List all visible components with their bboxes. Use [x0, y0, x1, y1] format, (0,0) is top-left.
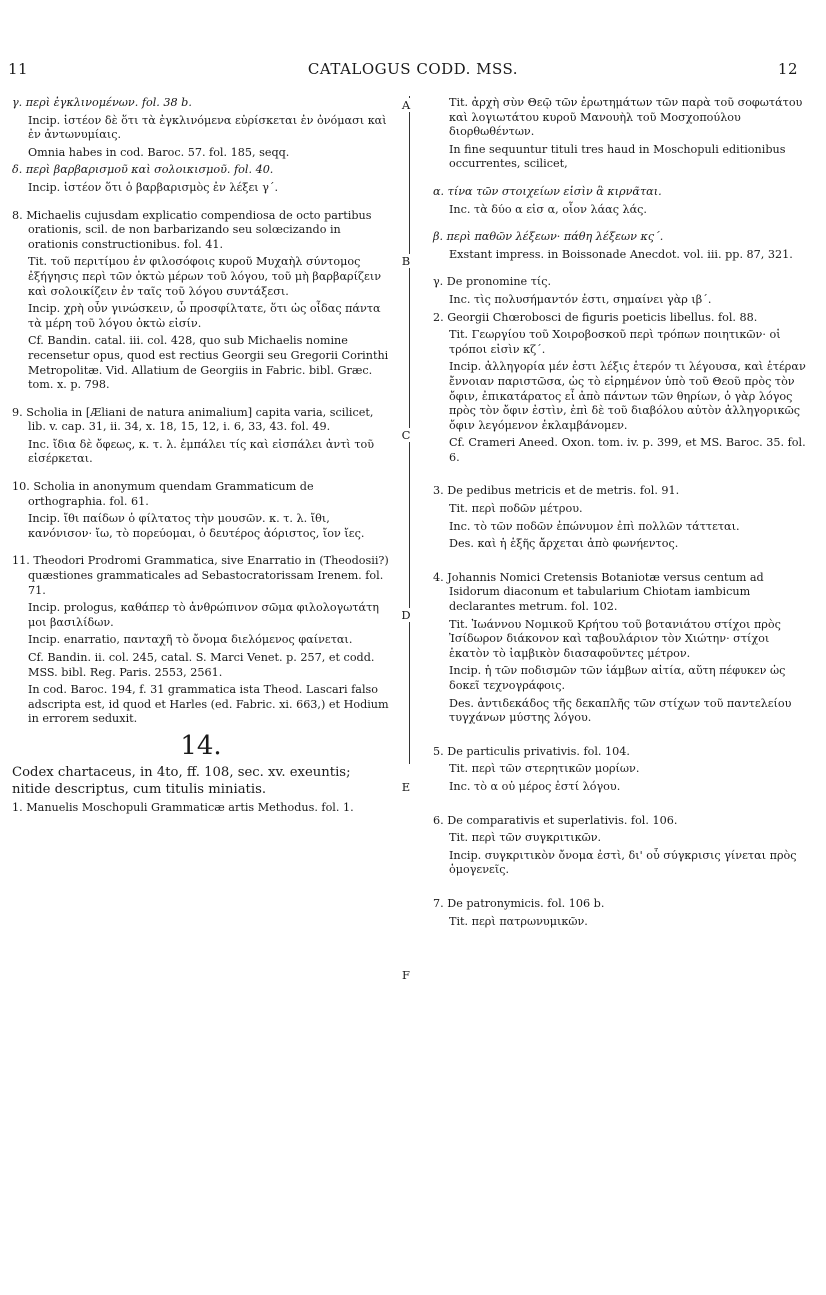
entry-line: Inc. τὶς πολυσήμαντόν ἐστι, σημαίνει γὰρ ιβ΄.	[449, 292, 712, 306]
right-column	[433, 96, 811, 932]
entry-heading: 3. De pedibus metricis et de metris. fol. 91.	[433, 484, 680, 498]
entry-line: Incip. enarratio, πανταχῆ τὸ ὄνομα διελόμενος φαίνεται.	[28, 633, 353, 647]
entry-line: Incip. ἴθι παίδων ὁ φίλτατος τὴν μουσῶν. κ. τ. λ. ἴθι, κανόνισον· ἴω, τὸ πορεύομαι, ὁ δευτέρος ἀόριστος, ἴον ἴες.	[28, 512, 365, 540]
entry-line: Des. ἀντιδεκάδος τῆς δεκαπλῆς τῶν στίχων τοῦ παντελείου τυγχάνων μύστης λόγου.	[449, 696, 792, 725]
entry-line: In fine sequuntur tituli tres haud in Moschopuli editionibus occurrentes, scilicet,	[449, 142, 786, 171]
entry-line: Inc. τὸ τῶν ποδῶν ἐπώνυμον ἐπὶ πολλῶν τάττεται.	[449, 519, 740, 533]
running-title: CATALOGUS CODD. MSS.	[307, 60, 519, 78]
entry-line: Tit. τοῦ περιτίμου ἐν φιλοσόφοις κυροῦ Μυχαὴλ σύντομος ἐξήγησις περὶ τῶν ὀκτὼ μέρων τοῦ λόγου, τοῦ μὴ βαρβαρίζειν καὶ σολοικίζειν ἐν ταῖς τοῦ λόγου συντάξεσι.	[28, 255, 382, 298]
entry-line: Tit. περὶ τῶν συγκριτικῶν.	[449, 831, 602, 845]
margin-marker-f: F	[399, 968, 413, 982]
entry-line: Tit. ἀρχὴ σὺν Θεῷ τῶν ἐρωτημάτων τῶν παρὰ τοῦ σοφωτάτου καὶ λογιωτάτου κυροῦ Μανουὴλ τοῦ Μοσχοπούλου διορθωθέντων.	[449, 96, 803, 139]
margin-marker-a: A	[399, 98, 413, 112]
entry-line: Incip. συγκριτικὸν ὄνομα ἐστὶ, δι' οὗ σύγκρισις γίνεται πρὸς ὁμογενεῖς.	[449, 848, 797, 877]
page-number-left: 11	[8, 60, 29, 78]
entry-heading: 9. Scholia in [Æliani de natura animalium] capita varia, scilicet, lib. v. cap. 31, ii. 34, x. 18, 15, 12, i. 6, 33, 43. fol. 49.	[12, 405, 374, 434]
entry-line: Inc. ἴδια δὲ ὄφεως, κ. τ. λ. ἐμπάλει τίς καὶ εἰσπάλει ἀντὶ τοῦ εἰσέρκεται.	[28, 437, 375, 466]
entry-line: Incip. ἰστέον δὲ ὅτι τὰ ἐγκλινόμενα εὑρίσκεται ἐν ὀνόμασι καὶ ἐν ἀντωνυμίαις.	[28, 113, 387, 142]
codex-description: Codex chartaceus, in 4to, ff. 108, sec. xv. exeuntis; nitide descriptus, cum titulis miniatis.	[12, 764, 351, 797]
entry-line: δ. περὶ βαρβαρισμοῦ καὶ σολοικισμοῦ. fol. 40.	[12, 163, 274, 177]
entry-line: Cf. Crameri Aneed. Oxon. tom. iv. p. 399, et MS. Baroc. 35. fol. 6.	[449, 436, 806, 464]
entry-line: Tit. περὶ ποδῶν μέτρου.	[449, 502, 583, 516]
entry-line: Omnia habes in cod. Baroc. 57. fol. 185, seqq.	[28, 145, 290, 159]
margin-marker-d: D	[399, 608, 413, 622]
entry-line: In cod. Baroc. 194, f. 31 grammatica ista Theod. Lascari falso adscripta est, id quod et Harles (ed. Fabric. xi. 663,) et Hodium in errorem seduxit.	[28, 683, 389, 726]
entry-line: Cf. Bandin. ii. col. 245, catal. S. Marci Venet. p. 257, et codd. MSS. bibl. Reg. Paris. 2553, 2561.	[28, 651, 375, 679]
entry-heading: 4. Johannis Nomici Cretensis Botaniotæ versus centum ad Isidorum diaconum et tabularium Chiotam iambicum declarantes metrum. fol. 102.	[433, 570, 764, 614]
entry-line: Tit. Ἰωάννου Νομικοῦ Κρήτου τοῦ βοτανιάτου στίχοι πρὸς Ἰσίδωρον διάκονον καὶ ταβουλάριον τὸν Χιώτην· στίχοι ἑκατὸν τὸ ἰαμβικὸν διασαφοῦντες μέτρον.	[449, 617, 781, 660]
left-column	[12, 96, 390, 818]
entry-heading: 7. De patronymicis. fol. 106 b.	[433, 896, 605, 910]
entry-line: Inc. τὸ α οὐ μέρος ἐστί λόγου.	[449, 779, 621, 793]
codex-number: 14.	[180, 730, 222, 761]
entry-heading: 2. Georgii Chœrobosci de figuris poeticis libellus. fol. 88.	[433, 310, 758, 324]
entry-line: Cf. Bandin. catal. iii. col. 428, quo sub Michaelis nomine recensetur opus, quod est rectius Georgii seu Gregorii Corinthi Metropolitæ. Vid. Allatium de Georgiis in Fabric. bibl. Græc. tom. x. p. 798.	[28, 334, 389, 392]
entry-line: Incip. χρὴ οὖν γινώσκειν, ὦ προσφίλτατε, ὅτι ὡς οἶδας πάντα τὰ μέρη τοῦ λόγου ὀκτὼ εἰσίν.	[28, 302, 381, 330]
entry-line: Incip. ἡ τῶν ποδισμῶν τῶν ἰάμβων αἰτία, αὕτη πέφυκεν ὡς δοκεῖ τεχνογράφοις.	[449, 664, 786, 692]
entry-line: Tit. περὶ τῶν στερητικῶν μορίων.	[449, 762, 640, 776]
entry-line: Tit. περὶ πατρωνυμικῶν.	[449, 914, 588, 928]
margin-marker-b: B	[399, 254, 413, 268]
entry-line: α. τίνα τῶν στοιχείων εἰσὶν ἃ κιρνᾶται.	[433, 184, 662, 198]
entry-line: Incip. prologus, καθάπερ τὸ ἀνθρώπινον σῶμα φιλολογωτάτη μοι βασιλίδων.	[28, 601, 380, 629]
margin-marker-e: E	[399, 780, 413, 794]
entry-line: Incip. ἀλληγορία μέν ἐστι λέξις ἑτερόν τι λέγουσα, καὶ ἑτέραν ἔννοιαν παριστῶσα, ὡς τὸ εἰρημένον ὑπὸ τοῦ Θεοῦ πρὸς τὸν ὄφιν, ἐπικατάρατος εἶ ἀπὸ πάντων τῶν θηρίων, ὁ γὰρ λόγος πρὸς τὸν ὄφιν ἐστὶν, ἐπὶ δὲ τοῦ διαβόλου αὐτὸν ἀλληγορικῶς ὄφιν λεγόμενον ἐκλαμβάνομεν.	[449, 360, 806, 432]
margin-marker-c: C	[399, 428, 413, 442]
entry-line: Exstant impress. in Boissonade Anecdot. vol. iii. pp. 87, 321.	[449, 247, 793, 261]
entry-heading: 10. Scholia in anonymum quendam Grammaticum de orthographia. fol. 61.	[12, 480, 314, 508]
entry-line: Incip. ἰστέον ὅτι ὁ βαρβαρισμὸς ἐν λέξει γ΄.	[28, 180, 279, 194]
entry-heading: 8. Michaelis cujusdam explicatio compendiosa de octo partibus orationis, scil. de non barbarizando seu solœcizando in orationis constructionibus. fol. 41.	[12, 208, 372, 251]
entry-line: Tit. Γεωργίου τοῦ Χοιροβοσκοῦ περὶ τρόπων ποιητικῶν· οἱ τρόποι εἰσὶν κζ΄.	[449, 328, 781, 356]
entry-heading: 6. De comparativis et superlativis. fol. 106.	[433, 813, 678, 827]
page-number-right: 12	[777, 60, 798, 78]
entry-line: β. περὶ παθῶν λέξεων· πάθη λέξεων κς΄.	[433, 230, 664, 244]
entry-line: Inc. τὰ δύο α εἰσ α, οἷον λάας λάς.	[449, 202, 647, 216]
entry-line: Des. καὶ ἡ ἑξῆς ἄρχεται ἀπὸ φωνήεντος.	[449, 537, 679, 551]
entry-line: γ. περὶ ἐγκλινομένων. fol. 38 b.	[12, 96, 192, 109]
entry-heading: 11. Theodori Prodromi Grammatica, sive Enarratio in (Theodosii?) quæstiones grammaticales ad Sebastocratorissam Irenem. fol. 71.	[12, 554, 389, 597]
entry-heading: 5. De particulis privativis. fol. 104.	[433, 744, 630, 758]
entry-line: γ. De pronomine τίς.	[433, 275, 552, 289]
entry-heading: 1. Manuelis Moschopuli Grammaticæ artis Methodus. fol. 1.	[12, 800, 354, 814]
